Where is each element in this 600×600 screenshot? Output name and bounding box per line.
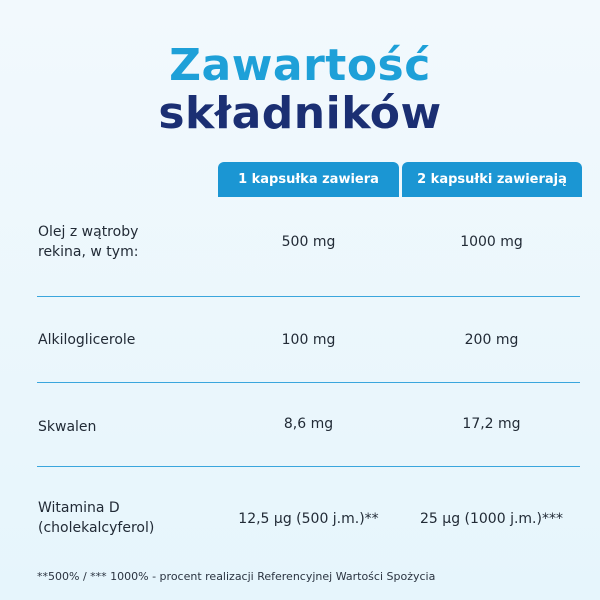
row-label-line: Alkiloglicerole — [38, 332, 136, 348]
footnote: **500% / *** 1000% - procent realizacji Referencyjnej Wartości Spożycia — [37, 570, 436, 583]
row-label — [38, 222, 208, 262]
row-value-2: 17,2 mg — [462, 416, 521, 432]
column-header-1-capsule: 1 kapsułka zawiera — [218, 162, 399, 197]
row-label-line: Olej z wątroby — [38, 224, 139, 240]
row-label — [38, 417, 208, 437]
row-value-1: 100 mg — [281, 332, 336, 348]
row-label-line: rekina, w tym: — [38, 244, 139, 260]
row-divider — [37, 466, 580, 467]
title-line-1: Zawartość — [169, 40, 431, 91]
row-value-2: 1000 mg — [460, 234, 523, 250]
title-line-2: składników — [158, 88, 442, 139]
row-value-2: 200 mg — [464, 332, 519, 348]
row-label-line: Witamina D — [38, 500, 120, 516]
column-header-2-capsules: 2 kapsułki zawierają — [402, 162, 582, 197]
row-label-line: Skwalen — [38, 419, 97, 435]
row-divider — [37, 382, 580, 383]
row-value-1: 12,5 µg (500 j.m.)** — [238, 511, 379, 527]
row-value-1: 500 mg — [281, 234, 336, 250]
row-value-2: 25 µg (1000 j.m.)*** — [420, 511, 563, 527]
row-divider — [37, 296, 580, 297]
row-label — [38, 330, 208, 350]
row-label — [38, 498, 208, 538]
row-value-1: 8,6 mg — [283, 416, 334, 432]
row-label-line: (cholekalcyferol) — [38, 520, 155, 536]
